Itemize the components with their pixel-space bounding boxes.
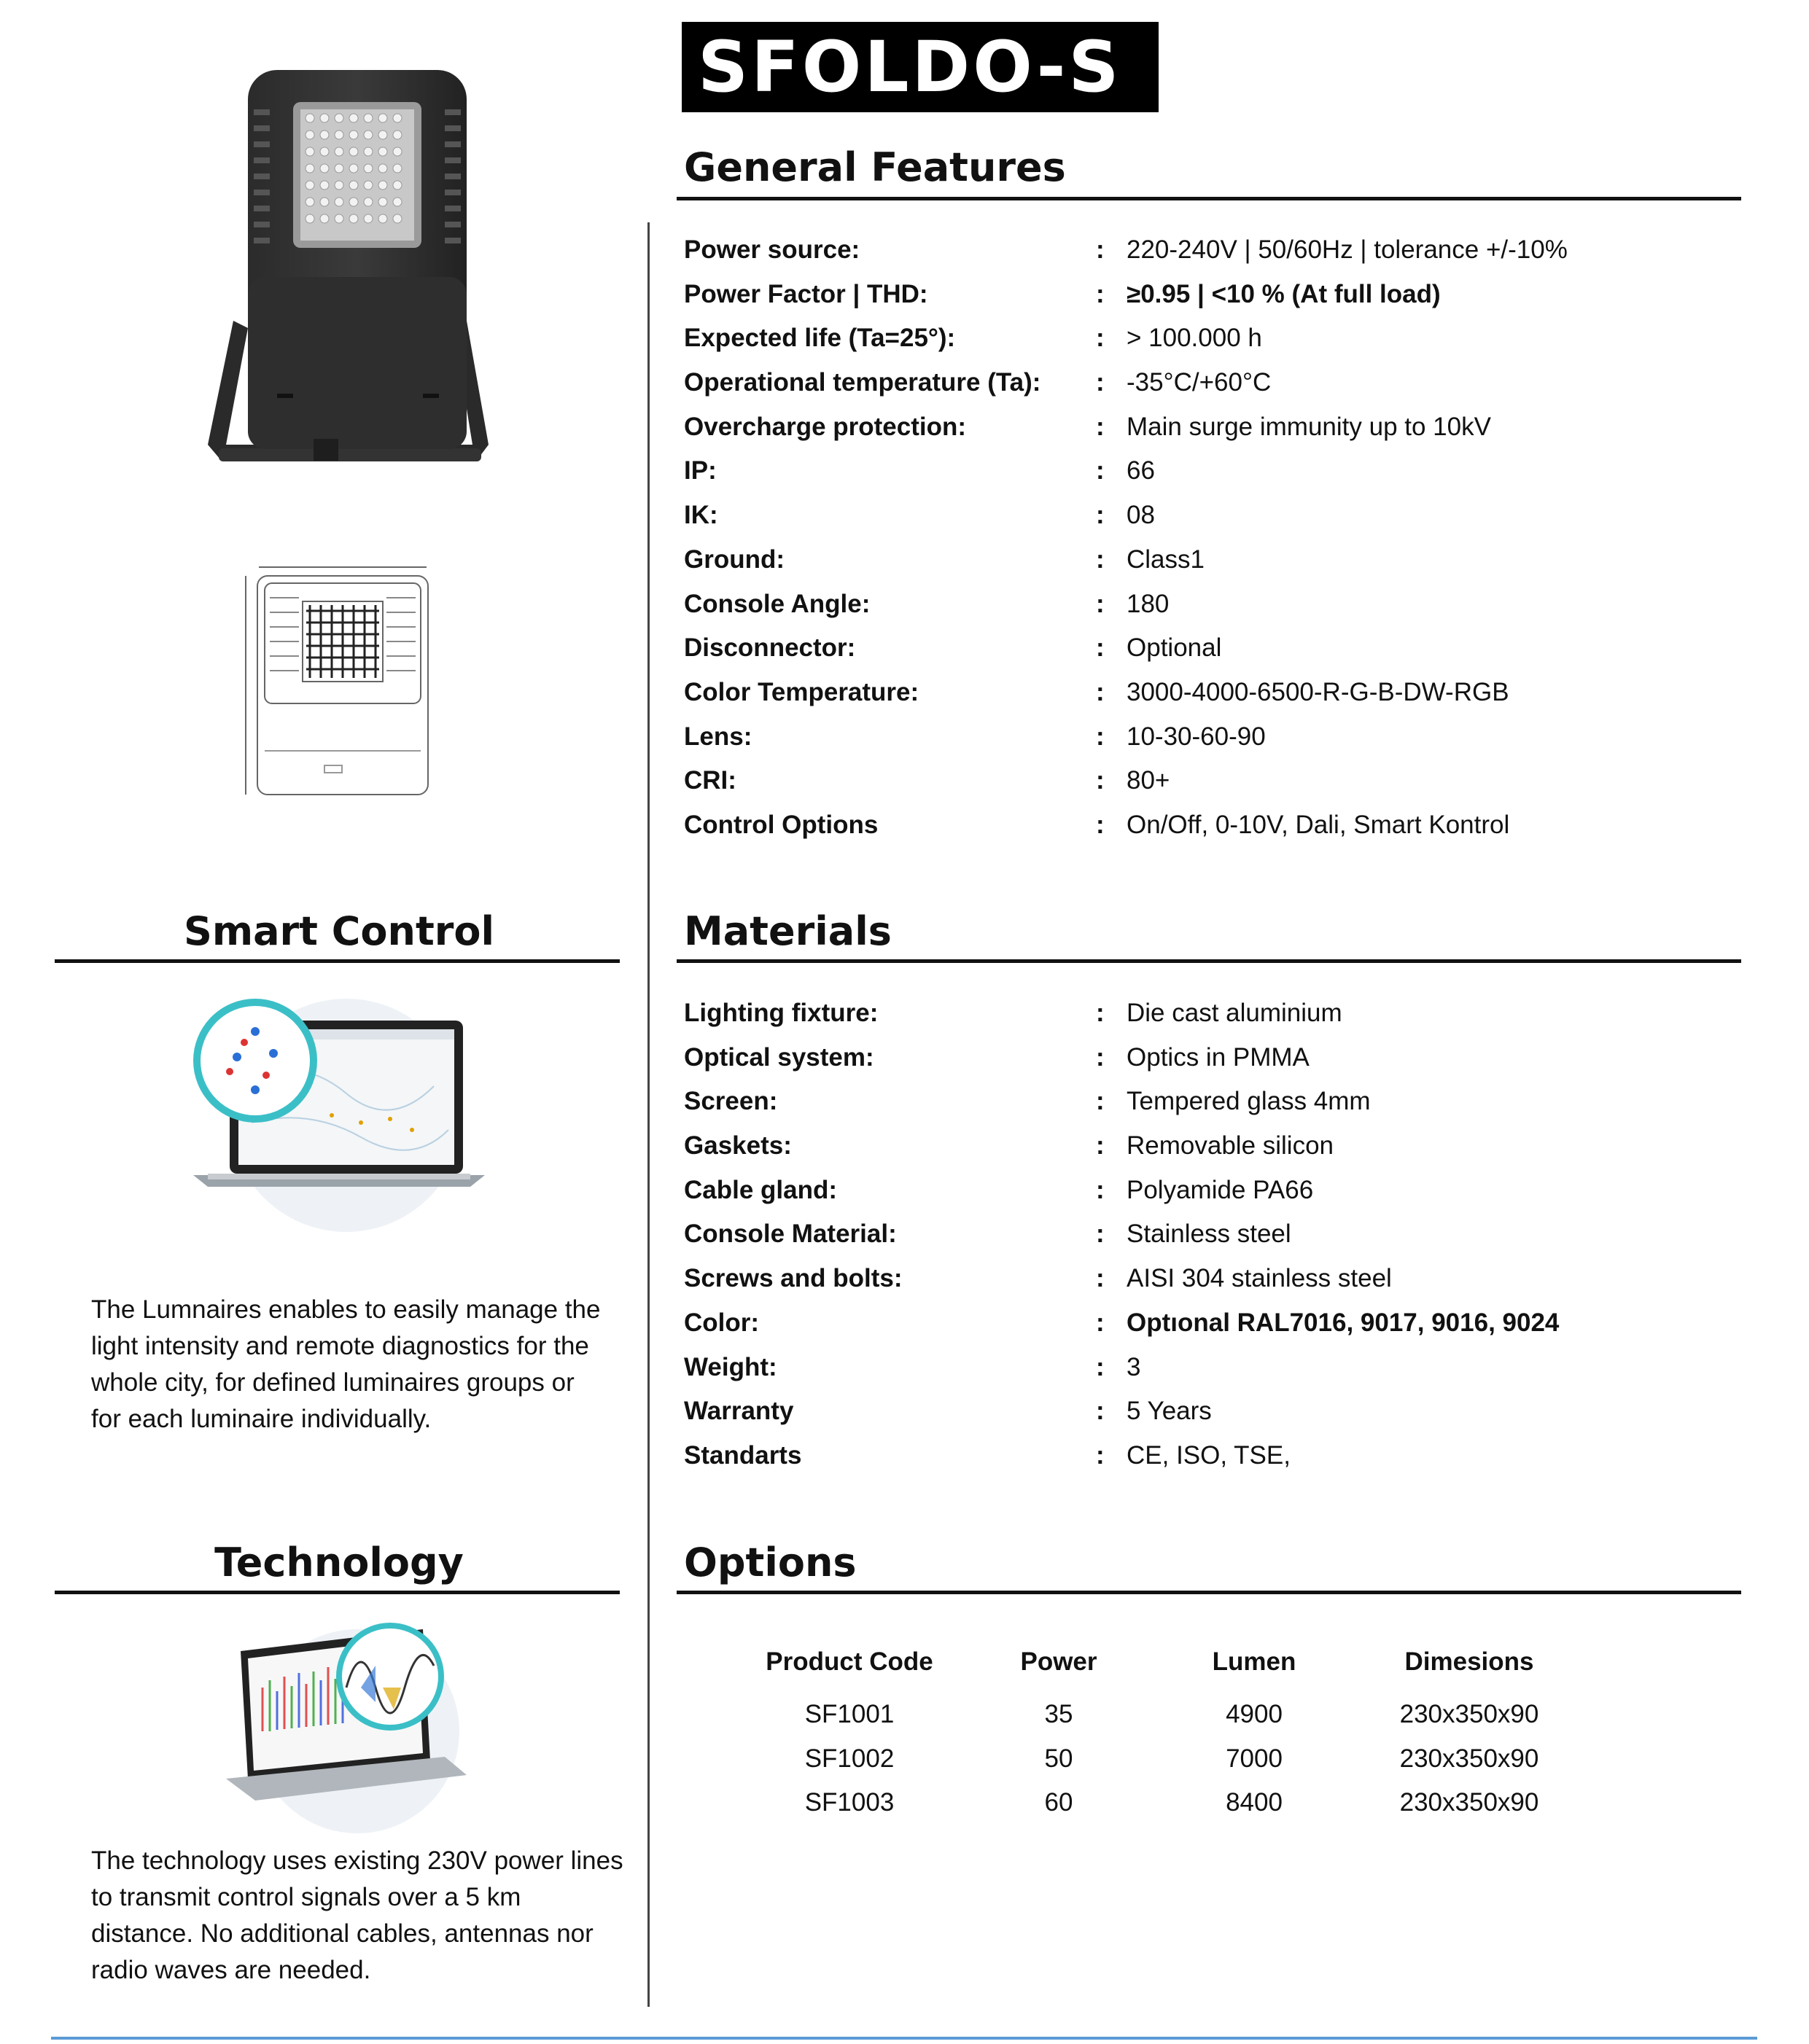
- colon-separator: :: [1096, 1264, 1105, 1293]
- laptop-map-illustration: [186, 991, 492, 1232]
- colon-separator: :: [1096, 1308, 1105, 1337]
- colon-separator: :: [1096, 279, 1105, 308]
- smart-control-rule: [55, 959, 620, 963]
- general-label: Power source:: [684, 235, 860, 264]
- materials-label: Cable gland:: [684, 1175, 838, 1204]
- general-value: 80+: [1127, 766, 1170, 795]
- options-heading: Options: [684, 1540, 857, 1585]
- colon-separator: :: [1096, 766, 1105, 795]
- options-table-cell: SF1002: [804, 1744, 895, 1773]
- options-table-cell: 230x350x90: [1399, 1744, 1539, 1773]
- materials-label: Console Material:: [684, 1220, 897, 1249]
- colon-separator: :: [1096, 368, 1105, 397]
- technology-line: The technology uses existing 230V power lines: [91, 1846, 623, 1875]
- smart-control-text: [91, 1292, 631, 1438]
- options-table-cell: 4900: [1226, 1700, 1283, 1728]
- options-rule: [677, 1591, 1741, 1594]
- options-table-cell: 230x350x90: [1399, 1788, 1539, 1817]
- options-header-cell: Power: [1020, 1647, 1097, 1676]
- materials-label: Weight:: [684, 1352, 777, 1381]
- general-value: > 100.000 h: [1127, 324, 1262, 353]
- colon-separator: :: [1096, 545, 1105, 574]
- materials-value: Removable silicon: [1127, 1131, 1334, 1161]
- general-row: [684, 722, 1734, 767]
- general-label: IK:: [684, 501, 718, 530]
- general-label: Overcharge protection:: [684, 412, 967, 441]
- product-title: SFOLDO-S: [698, 26, 1122, 108]
- materials-label: Gaskets:: [684, 1131, 792, 1161]
- general-row: [684, 368, 1734, 413]
- general-label: Power Factor | THD:: [684, 279, 928, 308]
- general-value: ≥0.95 | <10 % (At full load): [1127, 279, 1441, 308]
- colon-separator: :: [1096, 1175, 1105, 1204]
- general-label: Ground:: [684, 545, 785, 574]
- colon-separator: :: [1096, 722, 1105, 751]
- colon-separator: :: [1096, 677, 1105, 706]
- general-value: 220-240V | 50/60Hz | tolerance +/-10%: [1127, 235, 1568, 264]
- general-label: Control Options: [684, 810, 879, 839]
- materials-label: Optical system:: [684, 1042, 874, 1072]
- technology-heading: Technology: [214, 1540, 464, 1585]
- options-table-cell: SF1003: [804, 1788, 895, 1817]
- smart-control-line: light intensity and remote diagnostics for the: [91, 1332, 589, 1360]
- options-table-cell: 50: [1044, 1744, 1073, 1773]
- materials-row: [684, 999, 1734, 1043]
- options-table-cell: 8400: [1226, 1788, 1283, 1817]
- materials-label: Lighting fixture:: [684, 999, 879, 1027]
- general-row: [684, 456, 1734, 501]
- center-divider: [647, 222, 650, 2007]
- materials-label: Screws and bolts:: [684, 1264, 903, 1293]
- general-row: [684, 235, 1734, 280]
- colon-separator: :: [1096, 1131, 1105, 1161]
- colon-separator: :: [1096, 589, 1105, 618]
- general-features-rule: [677, 197, 1741, 200]
- materials-label: Screen:: [684, 1087, 778, 1116]
- technology-line: radio waves are needed.: [91, 1956, 371, 1984]
- colon-separator: :: [1096, 1352, 1105, 1381]
- general-value: 08: [1127, 501, 1155, 530]
- general-features-list: [684, 235, 1734, 855]
- general-row: [684, 324, 1734, 368]
- materials-row: [684, 1176, 1734, 1220]
- materials-value: 5 Years: [1127, 1397, 1212, 1426]
- smart-control-line: for each luminaire individually.: [91, 1405, 432, 1433]
- laptop-signal-illustration: [211, 1622, 489, 1833]
- general-row: [684, 501, 1734, 545]
- general-row: [684, 766, 1734, 811]
- options-header-cell: Lumen: [1212, 1647, 1296, 1676]
- materials-row: [684, 1220, 1734, 1264]
- colon-separator: :: [1096, 501, 1105, 530]
- product-title-box: [682, 22, 1159, 112]
- general-label: Expected life (Ta=25°):: [684, 324, 956, 353]
- general-row: [684, 678, 1734, 722]
- general-value: On/Off, 0-10V, Dali, Smart Kontrol: [1127, 810, 1510, 839]
- materials-value: Optıonal RAL7016, 9017, 9016, 9024: [1127, 1308, 1560, 1337]
- materials-row: [684, 1043, 1734, 1088]
- materials-value: Optics in PMMA: [1127, 1042, 1310, 1072]
- general-value: Main surge immunity up to 10kV: [1127, 412, 1491, 441]
- general-row: [684, 811, 1734, 855]
- general-features-heading: General Features: [684, 144, 1066, 190]
- general-row: [684, 633, 1734, 678]
- options-table-cell: 60: [1044, 1788, 1073, 1817]
- general-value: Class1: [1127, 545, 1205, 574]
- general-label: CRI:: [684, 766, 736, 795]
- materials-list: [684, 999, 1734, 1486]
- options-header-cell: Dimesions: [1404, 1647, 1534, 1676]
- colon-separator: :: [1096, 235, 1105, 264]
- smart-control-line: whole city, for defined luminaires groups or: [91, 1368, 575, 1397]
- technology-line: distance. No additional cables, antennas nor: [91, 1919, 594, 1948]
- general-value: Optional: [1127, 633, 1222, 663]
- materials-value: Die cast aluminium: [1127, 999, 1342, 1027]
- technical-drawing: [237, 554, 441, 802]
- colon-separator: :: [1096, 633, 1105, 663]
- materials-value: AISI 304 stainless steel: [1127, 1264, 1392, 1293]
- options-table-cell: SF1001: [804, 1700, 895, 1728]
- general-row: [684, 545, 1734, 590]
- floodlight-photo: [197, 66, 503, 474]
- general-row: [684, 280, 1734, 324]
- options-table-cell: 230x350x90: [1399, 1700, 1539, 1728]
- materials-row: [684, 1087, 1734, 1131]
- options-header-cell: Product Code: [766, 1647, 933, 1676]
- materials-value: CE, ISO, TSE,: [1127, 1440, 1291, 1470]
- materials-heading: Materials: [684, 908, 892, 954]
- general-label: Disconnector:: [684, 633, 856, 663]
- general-value: 3000-4000-6500-R-G-B-DW-RGB: [1127, 677, 1509, 706]
- colon-separator: :: [1096, 1397, 1105, 1426]
- footer-rule: [51, 2037, 1757, 2040]
- general-value: -35°C/+60°C: [1127, 368, 1272, 397]
- materials-row: [684, 1308, 1734, 1353]
- materials-row: [684, 1441, 1734, 1486]
- general-label: Lens:: [684, 722, 752, 751]
- general-value: 10-30-60-90: [1127, 722, 1266, 751]
- materials-row: [684, 1353, 1734, 1397]
- materials-row: [684, 1131, 1734, 1176]
- general-row: [684, 413, 1734, 457]
- technology-line: to transmit control signals over a 5 km: [91, 1883, 521, 1911]
- general-value: 66: [1127, 456, 1155, 485]
- colon-separator: :: [1096, 1440, 1105, 1470]
- colon-separator: :: [1096, 412, 1105, 441]
- smart-control-line: The Lumnaires enables to easily manage the: [91, 1295, 601, 1324]
- colon-separator: :: [1096, 999, 1105, 1027]
- colon-separator: :: [1096, 1220, 1105, 1249]
- technology-text: [91, 1843, 631, 1989]
- colon-separator: :: [1096, 324, 1105, 353]
- materials-row: [684, 1397, 1734, 1441]
- materials-value: 3: [1127, 1352, 1141, 1381]
- colon-separator: :: [1096, 1042, 1105, 1072]
- materials-label: Warranty: [684, 1397, 794, 1426]
- materials-label: Color:: [684, 1308, 760, 1337]
- colon-separator: :: [1096, 810, 1105, 839]
- options-table-cell: 35: [1044, 1700, 1073, 1728]
- colon-separator: :: [1096, 456, 1105, 485]
- general-label: Operational temperature (Ta):: [684, 368, 1041, 397]
- materials-value: Tempered glass 4mm: [1127, 1087, 1371, 1116]
- general-value: 180: [1127, 589, 1170, 618]
- colon-separator: :: [1096, 1087, 1105, 1116]
- materials-rule: [677, 959, 1741, 963]
- general-row: [684, 590, 1734, 634]
- materials-value: Stainless steel: [1127, 1220, 1291, 1249]
- smart-control-heading: Smart Control: [183, 908, 495, 954]
- technology-rule: [55, 1591, 620, 1594]
- general-label: Console Angle:: [684, 589, 871, 618]
- materials-value: Polyamide PA66: [1127, 1175, 1314, 1204]
- materials-row: [684, 1264, 1734, 1308]
- options-table-cell: 7000: [1226, 1744, 1283, 1773]
- general-label: Color Temperature:: [684, 677, 919, 706]
- materials-label: Standarts: [684, 1440, 802, 1470]
- general-label: IP:: [684, 456, 717, 485]
